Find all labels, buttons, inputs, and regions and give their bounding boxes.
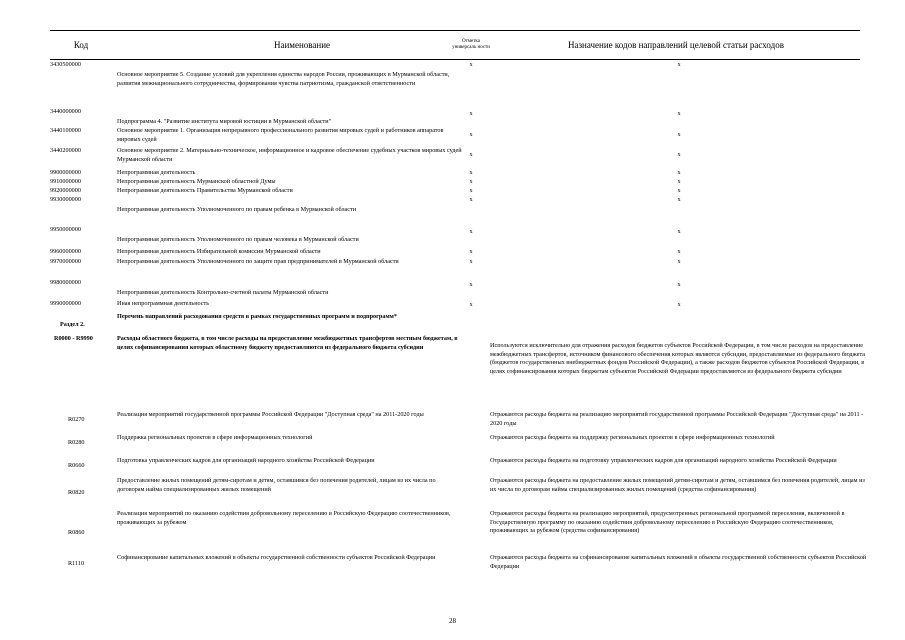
row-mark: x [469, 187, 473, 194]
row-purpose: Отражаются расходы бюджета на софинансирование капитальных вложений в объекты государственной собственности субъектов Российской Федерации [490, 554, 867, 570]
row-mark: x [469, 169, 473, 176]
row-code: 9930000000 [50, 196, 81, 203]
row-name: Софинансирование капитальных вложений в объекты государственной собственности субъектов Российской Федерации [117, 554, 436, 561]
row-mark: x [469, 178, 473, 185]
row-name: Непрограммная деятельность Уполномоченного по защите прав предпринимателей в Мурманской области [117, 258, 399, 265]
row-name: Основное мероприятие 2. Материально-техническое, информационное и кадровое обеспечение судебных участков мировых судей Мурманской области [117, 147, 462, 163]
row-code: 9920000000 [50, 187, 81, 194]
row-code: R0270 [68, 416, 85, 423]
row-purpose: Используются исключительно для отражения расходов бюджетов субъектов Российской Федерации, в том числе расходов на предоставление межбюджетных трансфертов, источником финансового обеспечения которых являются субсидии, предоставляемые из федерального бюджета (бюджетов государственных внебюджетных фондов Российской Федерации), а также расходов бюджетов субъектов Российской Федерации, в целях софинансирования которых бюджетам субъектов Российской Федерации предоставляются из федерального бюджета субсидии [490, 342, 865, 375]
row-purpose-mark: x [677, 196, 681, 203]
row-purpose-mark: x [677, 110, 681, 117]
row-name: Непрограммная деятельность Уполномоченного по правам ребенка в Мурманской области [117, 206, 357, 213]
row-purpose-mark: x [677, 248, 681, 255]
row-mark: x [469, 248, 473, 255]
row-code: R0280 [68, 439, 85, 446]
row-mark: x [469, 281, 473, 288]
row-purpose: Отражаются расходы бюджета на реализацию мероприятий государственной программы Российской Федерации "Доступная среда" на 2011 - 2020 годы [490, 411, 864, 427]
row-code: 9910000000 [50, 178, 81, 185]
row-purpose-mark: x [677, 131, 681, 138]
row-code: 9900000000 [50, 169, 81, 176]
row-purpose: Отражаются расходы бюджета на предоставление жилых помещений детям-сиротам и детям, оставшимся без попечения родителей, лицам из их числа по договорам найма специализированных жилых помещений (средства софинансирования) [490, 477, 865, 493]
row-mark: x [469, 196, 473, 203]
page-number: 28 [449, 617, 456, 625]
header-purpose: Назначение кодов направлений целевой статьи расходов [567, 40, 784, 50]
row-mark: x [469, 258, 473, 265]
row-mark: x [469, 131, 473, 138]
row-purpose-mark: x [677, 151, 681, 158]
table-header [50, 30, 860, 60]
row-code: 3440100000 [50, 127, 81, 134]
row-code: 3430500000 [50, 61, 81, 68]
row-code: 3440000000 [50, 108, 81, 115]
row-code: 9970000000 [50, 258, 81, 265]
section-code: Раздел 2. [60, 321, 85, 328]
row-name: Поддержка региональных проектов в сфере информационных технологий [117, 434, 313, 441]
row-name: Подготовка управленческих кадров для организаций народного хозяйства Российской Федерации [117, 457, 375, 464]
row-name: Непрограммная деятельность Контрольно-счетной палаты Мурманской области [117, 289, 329, 296]
row-code: R1110 [68, 560, 85, 567]
row-code: 9950000000 [50, 226, 81, 233]
row-mark: x [469, 110, 473, 117]
row-code: R0820 [68, 489, 85, 496]
row-name: Основное мероприятие 5. Создание условий для укрепления единства народов России, проживающих в Мурманской области, развития межнационального сотрудничества, формирования чувства патриотизма, гражданской ответственности [117, 71, 450, 87]
row-name: Предоставление жилых помещений детям-сиротам и детям, оставшимся без попечения родителей, лицам из их числа по договорам найма специализированных жилых помещений [117, 477, 436, 493]
row-purpose-mark: x [677, 187, 681, 194]
row-name: Непрограммная деятельность Уполномоченного по правам человека в Мурманской области [117, 236, 359, 243]
row-code: 9960000000 [50, 248, 81, 255]
row-name: Иная непрограммная деятельность [117, 300, 210, 307]
row-purpose: Отражаются расходы бюджета на реализацию мероприятий, предусмотренных региональной программой переселения, включенной в Государственную программу по оказанию содействия добровольному переселению в Российскую Федерацию соотечественников, проживающих за рубежом (средства софинансирования) [490, 510, 845, 535]
section-title: Перечень направлений расходования средств в рамках государственных программ и подпрограмм* [117, 313, 397, 320]
row-name: Основное мероприятие 1. Организация непрерывного профессионального развития мировых судей и работников аппаратов мировых судей [117, 127, 444, 143]
row-code: 3440200000 [50, 147, 81, 154]
row-name: Расходы областного бюджета, в том числе расходы на предоставление межбюджетных трансфертов местным бюджетам, в целях софинансирования которых областному бюджету предоставляются из федерального бюджета субсидии [117, 335, 458, 351]
row-purpose-mark: x [677, 301, 681, 308]
row-mark: x [469, 151, 473, 158]
row-purpose-mark: x [677, 169, 681, 176]
row-code: R0000 - R9990 [54, 335, 93, 342]
row-purpose: Отражаются расходы бюджета на подготовку управленческих кадров для организаций народного хозяйства Российской Федерации [490, 457, 837, 464]
row-purpose: Отражаются расходы бюджета на поддержку региональных проектов в сфере информационных технологий [490, 434, 775, 441]
row-purpose-mark: x [677, 258, 681, 265]
row-name: Непрограммная деятельность [117, 169, 196, 176]
row-name: Реализация мероприятий государственной программы Российской Федерации "Доступная среда" на 2011-2020 годы [117, 411, 424, 418]
row-purpose-mark: x [677, 178, 681, 185]
row-name: Подпрограмма 4. "Развитие института мировой юстиции в Мурманской области" [117, 118, 332, 125]
row-code: R0860 [68, 529, 85, 536]
row-purpose-mark: x [677, 228, 681, 235]
row-mark: x [469, 228, 473, 235]
row-name: Непрограммная деятельность Избирательной комиссии Мурманской области [117, 248, 321, 255]
row-name: Реализация мероприятий по оказанию содействия добровольному переселению в Российскую Федерацию соотечественников, проживающих за рубежом [117, 510, 451, 526]
row-code: R0660 [68, 462, 85, 469]
row-name: Непрограммная деятельность Правительства Мурманской области [117, 187, 293, 194]
header-universality-mark: Отметка универсаль ности [452, 39, 490, 50]
row-name: Непрограммная деятельность Мурманской областной Думы [117, 178, 276, 185]
row-purpose-mark: x [677, 281, 681, 288]
row-purpose-mark: x [677, 61, 681, 68]
row-code: 9980000000 [50, 279, 81, 286]
header-code: Код [73, 40, 89, 50]
row-code: 9990000000 [50, 300, 81, 307]
row-mark: x [469, 61, 473, 68]
row-mark: x [469, 301, 473, 308]
header-name: Наименование [273, 40, 331, 50]
